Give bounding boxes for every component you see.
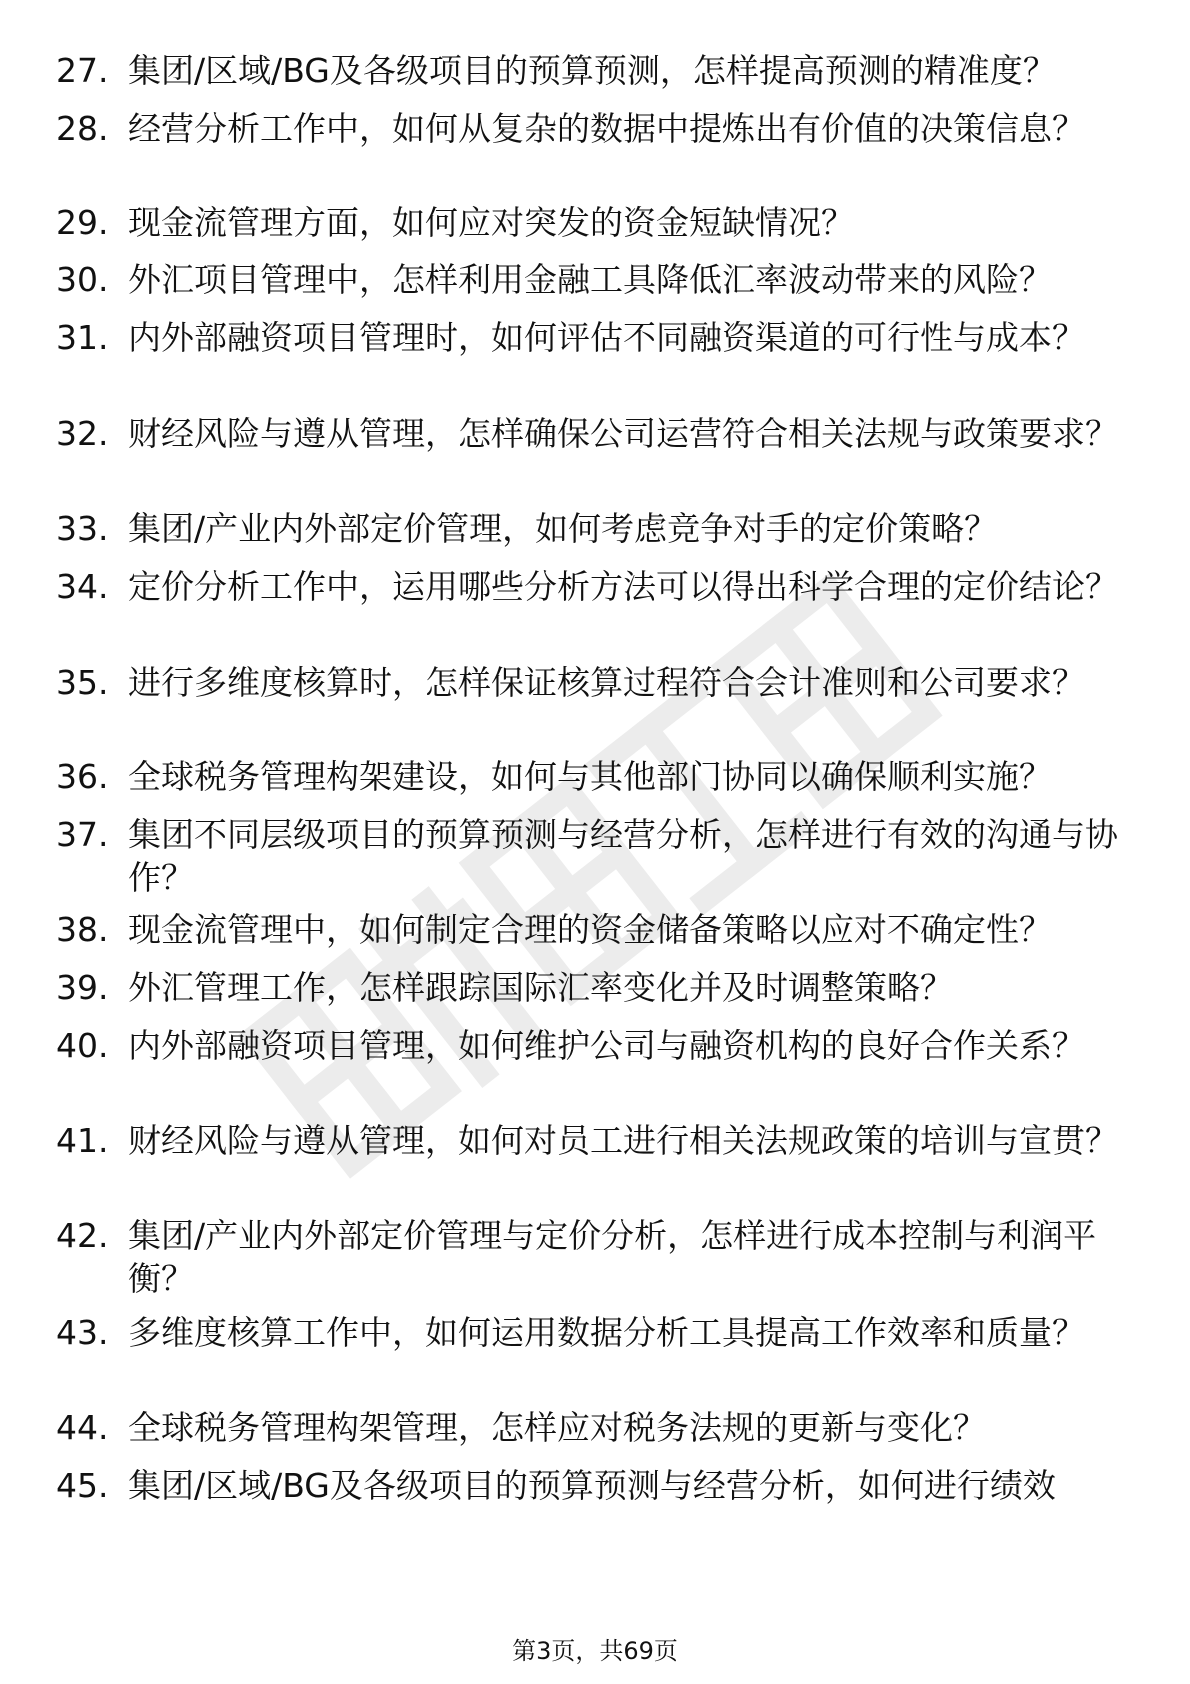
question-number: 43.: [56, 1313, 109, 1352]
question-number: 42.: [56, 1216, 109, 1255]
question-text: 现金流管理中，如何制定合理的资金储备策略以应对不确定性？: [128, 910, 1052, 949]
question-text: 财经风险与遵从管理，怎样确保公司运营符合相关法规与政策要求？: [128, 414, 1118, 453]
question-text: 现金流管理方面，如何应对突发的资金短缺情况？: [128, 203, 854, 242]
question-text: 经营分析工作中，如何从复杂的数据中提炼出有价值的决策信息？: [128, 109, 1085, 148]
question-text: 全球税务管理构架建设，如何与其他部门协同以确保顺利实施？: [128, 757, 1052, 796]
question-text: 多维度核算工作中，如何运用数据分析工具提高工作效率和质量？: [128, 1313, 1085, 1352]
question-number: 34.: [56, 567, 109, 606]
question-number: 39.: [56, 968, 109, 1007]
question-number: 45.: [56, 1466, 109, 1505]
question-text: 内外部融资项目管理时，如何评估不同融资渠道的可行性与成本？: [128, 318, 1085, 357]
question-number: 31.: [56, 318, 109, 357]
question-number: 37.: [56, 815, 109, 854]
question-number: 44.: [56, 1408, 109, 1447]
question-number: 28.: [56, 109, 109, 148]
question-text: 集团/产业内外部定价管理，如何考虑竞争对手的定价策略？: [128, 509, 998, 548]
question-number: 29.: [56, 203, 109, 242]
question-text: 集团/区域/BG及各级项目的预算预测，怎样提高预测的精准度？: [128, 51, 1056, 90]
question-number: 36.: [56, 757, 109, 796]
question-text: 集团不同层级项目的预算预测与经营分析，怎样进行有效的沟通与协作？: [128, 815, 1118, 897]
question-text: 外汇管理工作，怎样跟踪国际汇率变化并及时调整策略？: [128, 968, 953, 1007]
question-number: 38.: [56, 910, 109, 949]
question-text: 财经风险与遵从管理，如何对员工进行相关法规政策的培训与宣贯？: [128, 1121, 1118, 1160]
question-text: 全球税务管理构架管理，怎样应对税务法规的更新与变化？: [128, 1408, 986, 1447]
question-text: 定价分析工作中，运用哪些分析方法可以得出科学合理的定价结论？: [128, 567, 1118, 606]
page-footer: 第3页，共69页: [512, 1637, 678, 1665]
question-text: 进行多维度核算时，怎样保证核算过程符合会计准则和公司要求？: [128, 663, 1085, 702]
question-number: 40.: [56, 1026, 109, 1065]
question-number: 33.: [56, 509, 109, 548]
question-text: 内外部融资项目管理，如何维护公司与融资机构的良好合作关系？: [128, 1026, 1085, 1065]
question-number: 27.: [56, 51, 109, 90]
question-text: 集团/产业内外部定价管理与定价分析，怎样进行成本控制与利润平衡？: [128, 1216, 1097, 1298]
question-text: 外汇项目管理中，怎样利用金融工具降低汇率波动带来的风险？: [128, 260, 1052, 299]
question-number: 30.: [56, 260, 109, 299]
question-number: 32.: [56, 414, 109, 453]
question-number: 35.: [56, 663, 109, 702]
question-text: 集团/区域/BG及各级项目的预算预测与经营分析，如何进行绩效: [128, 1466, 1056, 1505]
question-number: 41.: [56, 1121, 109, 1160]
